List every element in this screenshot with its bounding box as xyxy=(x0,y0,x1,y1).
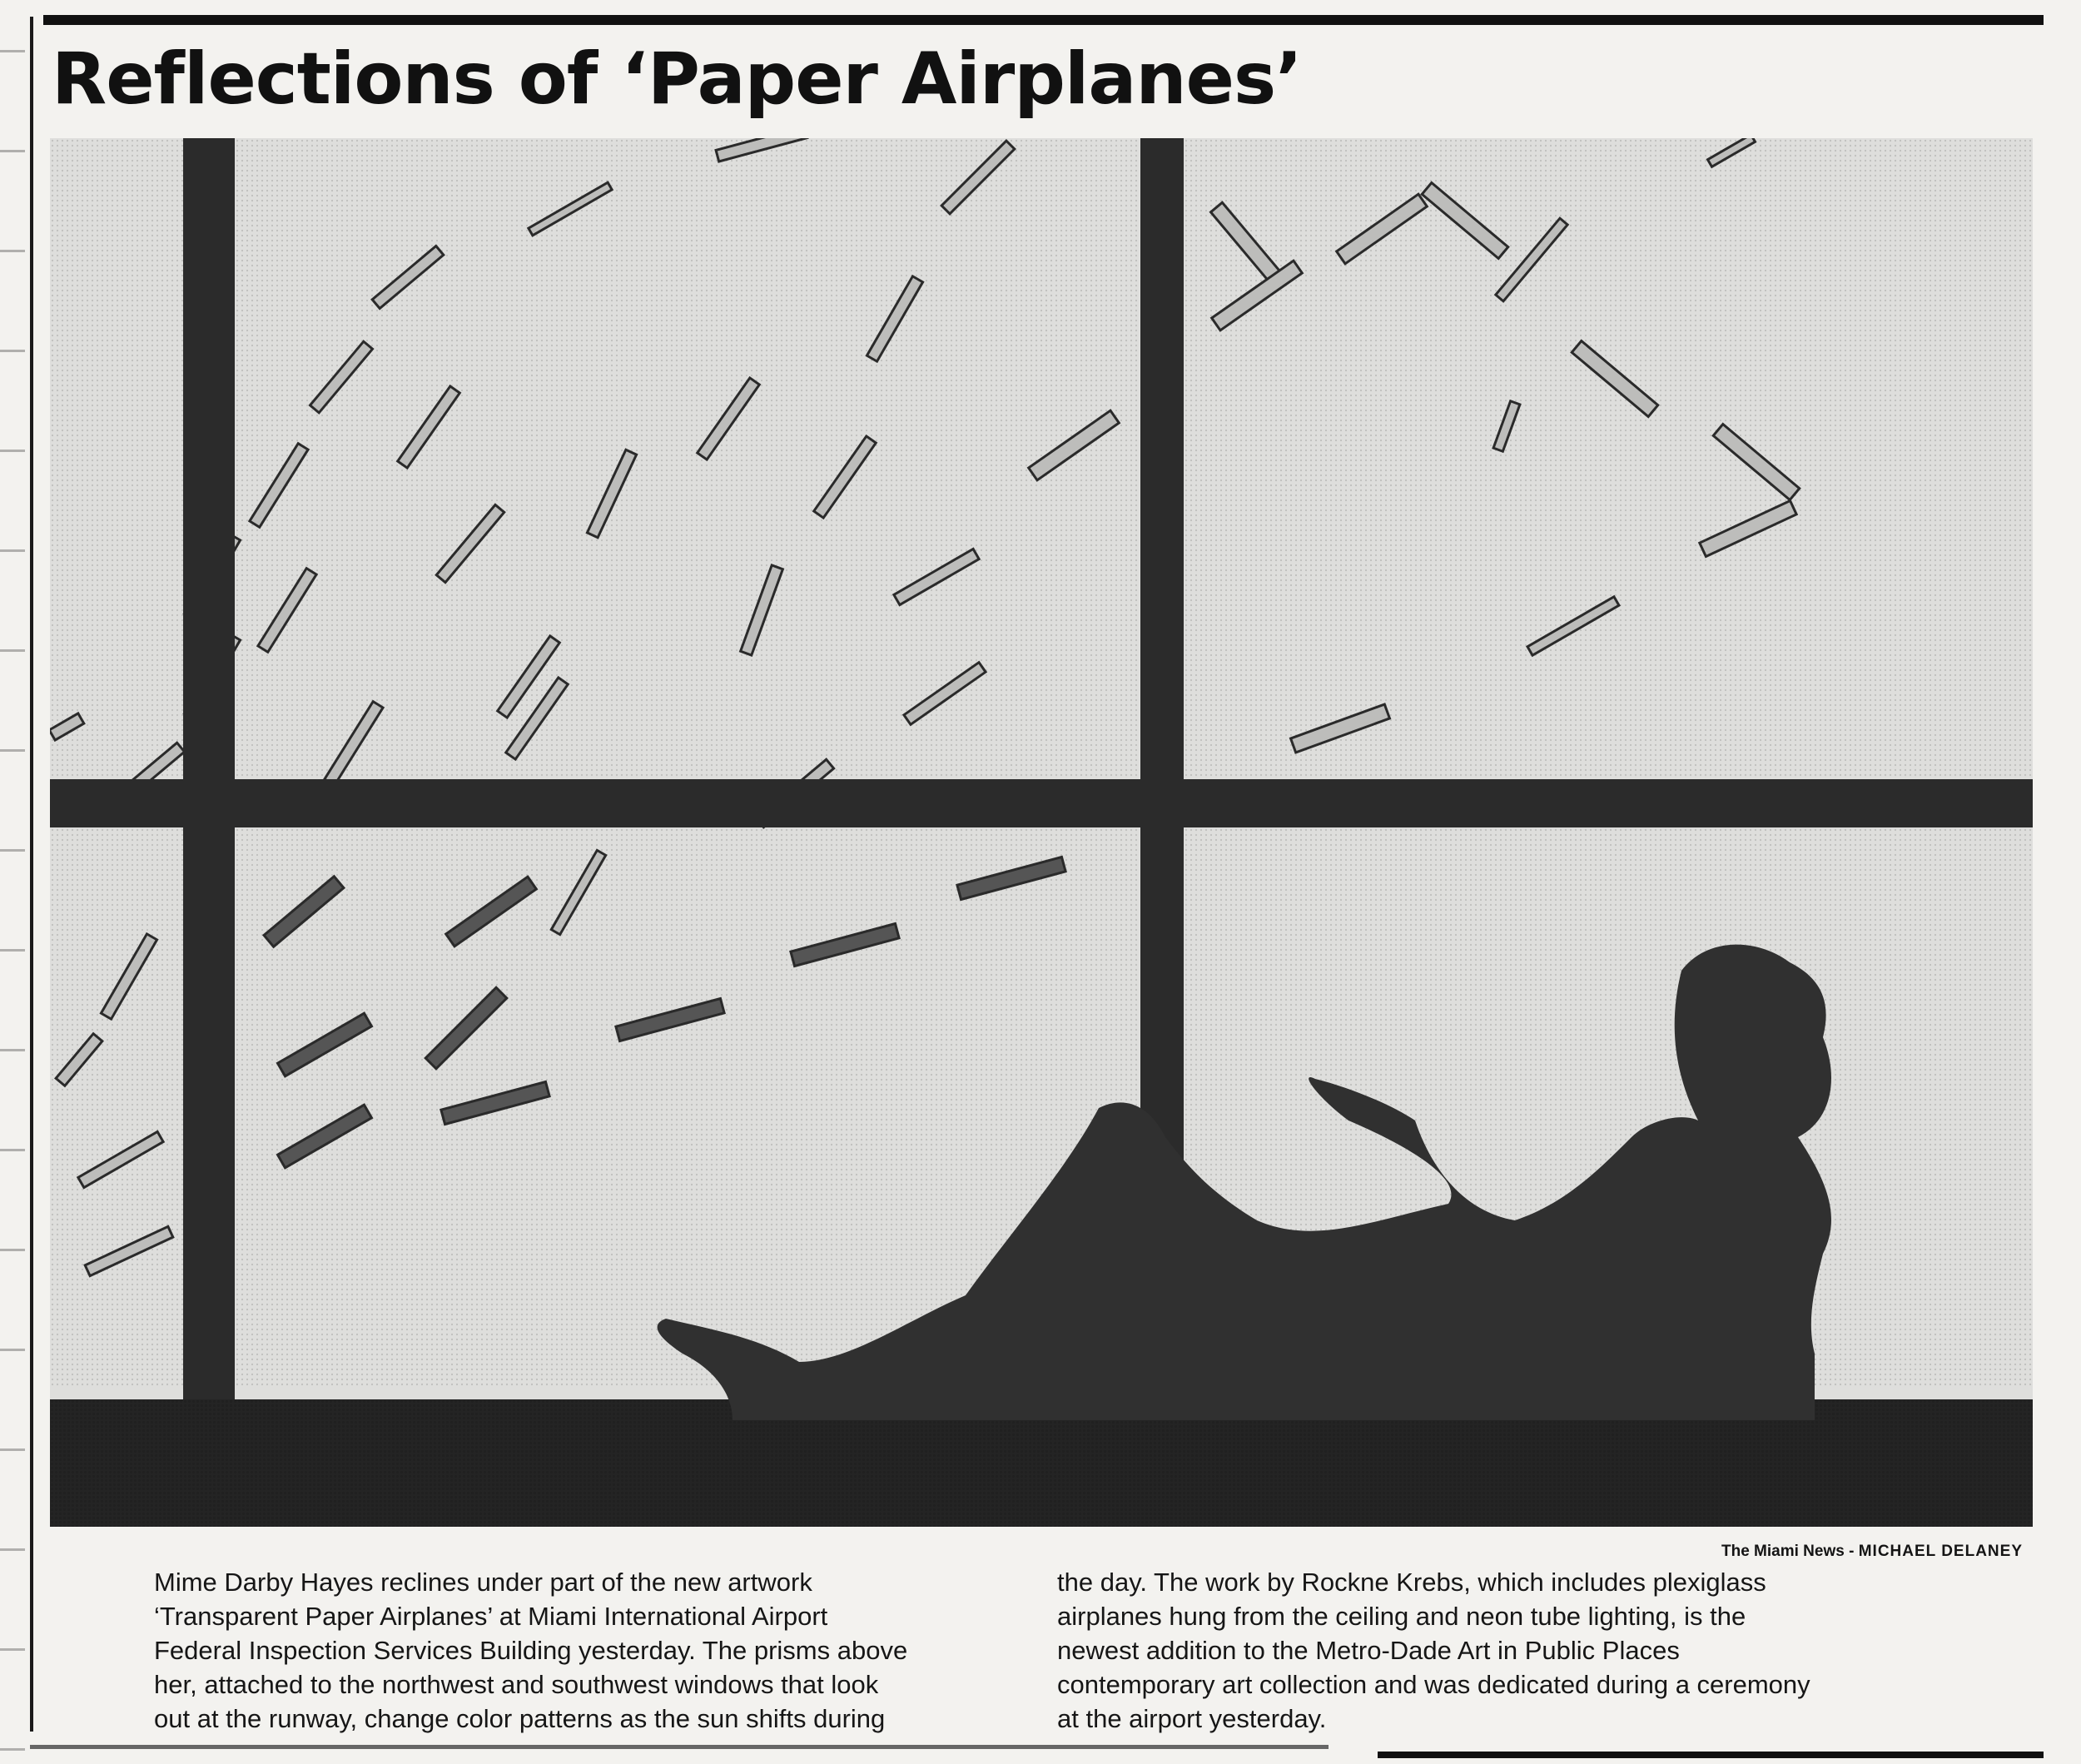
caption-line: Federal Inspection Services Building yesterday. The prisms above xyxy=(154,1636,908,1665)
caption-column-left xyxy=(154,1565,907,1736)
photo-credit xyxy=(1721,1543,2023,1561)
caption-line: at the airport yesterday. xyxy=(1057,1704,1327,1733)
caption-line: airplanes hung from the ceiling and neon tube lighting, is the xyxy=(1057,1602,1746,1631)
caption-line: Mime Darby Hayes reclines under part of the new artwork xyxy=(154,1568,812,1597)
caption-column-right xyxy=(1057,1565,1810,1736)
mullion-horizontal xyxy=(50,779,2033,827)
caption-line: newest addition to the Metro-Dade Art in Public Places xyxy=(1057,1636,1680,1665)
caption-line: the day. The work by Rockne Krebs, which includes plexiglass xyxy=(1057,1568,1766,1597)
news-photo xyxy=(50,138,2033,1527)
credit-photographer: MICHAEL DELANEY xyxy=(1858,1543,2023,1560)
credit-source: The Miami News xyxy=(1721,1543,1845,1560)
caption-line: ‘Transparent Paper Airplanes’ at Miami International Airport xyxy=(154,1602,828,1631)
page-edge-texture xyxy=(0,0,25,1764)
caption-line: her, attached to the northwest and southwest windows that look xyxy=(154,1670,879,1699)
headline: Reflections of ‘Paper Airplanes’ xyxy=(52,37,1302,121)
caption-line: contemporary art collection and was dedicated during a ceremony xyxy=(1057,1670,1810,1699)
bottom-rule-left xyxy=(30,1745,1329,1749)
bottom-rule-right xyxy=(1378,1752,2044,1758)
top-rule xyxy=(43,15,2044,25)
caption-line: out at the runway, change color patterns as the sun shifts during xyxy=(154,1704,886,1733)
column-rule-left xyxy=(30,17,33,1732)
credit-separator: - xyxy=(1844,1543,1859,1560)
